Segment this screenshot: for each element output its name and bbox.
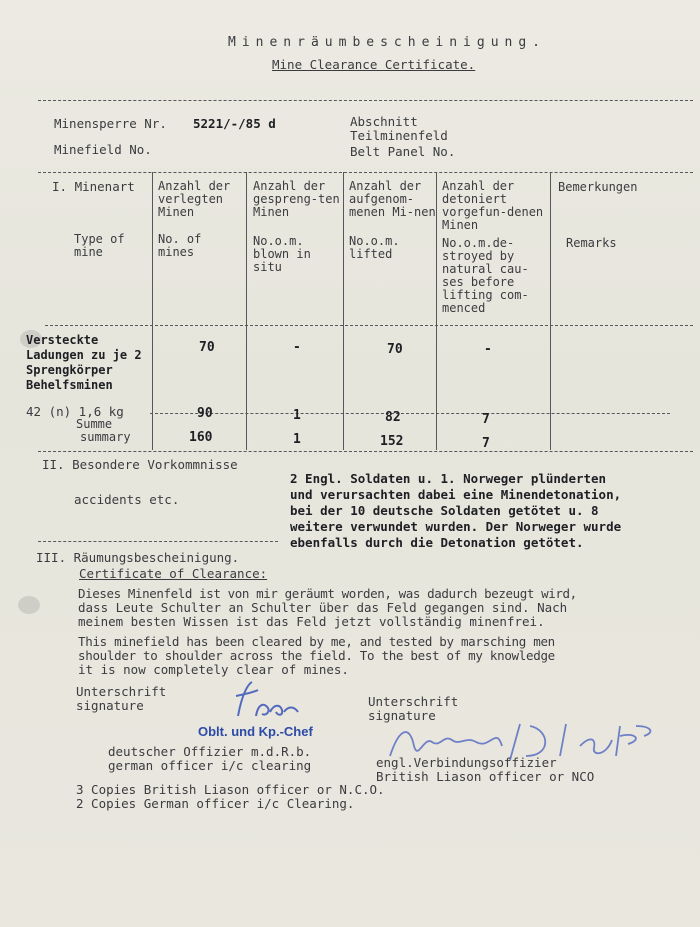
sum-lifted: 152 [380, 434, 404, 449]
clearance-de-line-3: meinem besten Wissen ist das Feld jetzt vollständig minenfrei. [78, 614, 545, 629]
col-head-lifted-en: No.o.m. lifted [349, 234, 400, 261]
copies-line-1: 3 Copies British Liason officer or N.C.O. [76, 782, 385, 797]
col-head-lifted-de: Anzahl der aufgenom-menen Mi-nen [349, 179, 436, 219]
clearance-en-line-2: shoulder to shoulder across the field. To the best of my knowledge [78, 648, 555, 663]
divider [45, 325, 693, 326]
row1-detonated: - [484, 342, 492, 357]
clearance-de-line-1: Dieses Minenfeld ist von mir geräumt worden, was dadurch bezeugt wird, [78, 586, 577, 601]
belt-panel-label: Belt Panel No. [350, 144, 456, 159]
incident-line-4: weitere verwundet wurden. Der Norweger wurde [290, 519, 622, 534]
col-head-detonated-en: No.o.m.de-stroyed by natural cau-ses before lifting com-menced [442, 236, 529, 315]
sum-label-de: Summe [76, 417, 113, 431]
clearance-en-line-1: This minefield has been cleared by me, and tested by marsching men [78, 634, 555, 649]
minensperre-label: Minensperre Nr. [54, 116, 167, 131]
clearance-de-line-2: dass Leute Schulter an Schulter über das Feld gegangen sind. Nach [78, 600, 568, 615]
british-officer-role-de: engl.Verbindungsoffizier [376, 755, 557, 770]
table-column-line [152, 172, 153, 450]
title-english: Mine Clearance Certificate. [272, 57, 476, 72]
row1-laid: 70 [199, 340, 215, 355]
handwritten-signature-left [228, 676, 308, 728]
officer-stamp: Oblt. und Kp.-Chef [198, 724, 313, 739]
divider [150, 413, 670, 414]
row1-lifted: 70 [387, 342, 403, 357]
sum-laid: 160 [189, 430, 213, 445]
incident-line-3: bei der 10 deutsche Soldaten getötet u. 8 [290, 503, 599, 518]
british-officer-role-en: British Liason officer or NCO [376, 769, 595, 784]
section-2-label: II. Besondere Vorkommnisse [42, 457, 238, 472]
row2-laid: 90 [197, 406, 213, 421]
copies-line-2: 2 Copies German officer i/c Clearing. [76, 796, 355, 811]
sum-blown: 1 [293, 432, 301, 447]
clearance-en-line-3: it is now completely clear of mines. [78, 662, 349, 677]
signature-left-label-de: Unterschrift [76, 684, 167, 699]
german-officer-role-de: deutscher Offizier m.d.R.b. [108, 744, 312, 759]
divider [38, 541, 278, 542]
row1-blown: - [293, 340, 301, 355]
signature-right-label-en: signature [368, 708, 436, 723]
punch-hole [18, 596, 40, 614]
divider [38, 172, 693, 173]
col-head-laid-de: Anzahl der verlegten Minen [158, 179, 231, 219]
row2-lifted: 82 [385, 410, 401, 425]
section-2-label-en: accidents etc. [74, 492, 180, 507]
abschnitt-label: Abschnitt [350, 114, 418, 129]
sum-detonated: 7 [482, 436, 490, 451]
section-1-label: I. Minenart [52, 179, 135, 194]
col-head-laid-en: No. of mines [158, 232, 202, 259]
row2-blown: 1 [293, 408, 301, 423]
row2-mine-type: 42 (n) 1,6 kg [26, 404, 124, 419]
german-officer-role-en: german officer i/c clearing [108, 758, 312, 773]
row1-mine-type: Versteckte Ladungen zu je 2 Sprengkörper Behelfsminen [26, 333, 142, 392]
table-column-line [550, 172, 551, 450]
col-head-remarks-de: Bemerkungen [558, 180, 638, 194]
col-head-blown-de: Anzahl der gespreng-ten Minen [253, 179, 340, 219]
type-of-mine-label: Type of mine [74, 232, 125, 259]
teilminenfeld-label: Teilminenfeld [350, 128, 448, 143]
col-head-remarks-en: Remarks [566, 236, 617, 250]
divider [38, 100, 693, 101]
divider [38, 451, 693, 452]
section-3-label: III. Räumungsbescheinigung. [36, 550, 240, 565]
section-3-label-en: Certificate of Clearance: [79, 566, 268, 581]
col-head-detonated-de: Anzahl der detoniert vorgefun-denen Minen [442, 179, 544, 232]
row2-detonated: 7 [482, 412, 490, 427]
incident-line-1: 2 Engl. Soldaten u. 1. Norweger plünderten [290, 471, 607, 486]
incident-line-5: ebenfalls durch die Detonation getötet. [290, 535, 584, 550]
col-head-blown-en: No.o.m. blown in situ [253, 234, 311, 274]
sum-label-en: summary [80, 430, 131, 444]
title-german: Minenräumbescheinigung. [228, 35, 547, 50]
minensperre-value: 5221/-/85 d [193, 116, 276, 131]
minefield-label: Minefield No. [54, 142, 152, 157]
signature-left-label-en: signature [76, 698, 144, 713]
incident-line-2: und verursachten dabei eine Minendetonation, [290, 487, 622, 502]
signature-right-label-de: Unterschrift [368, 694, 459, 709]
